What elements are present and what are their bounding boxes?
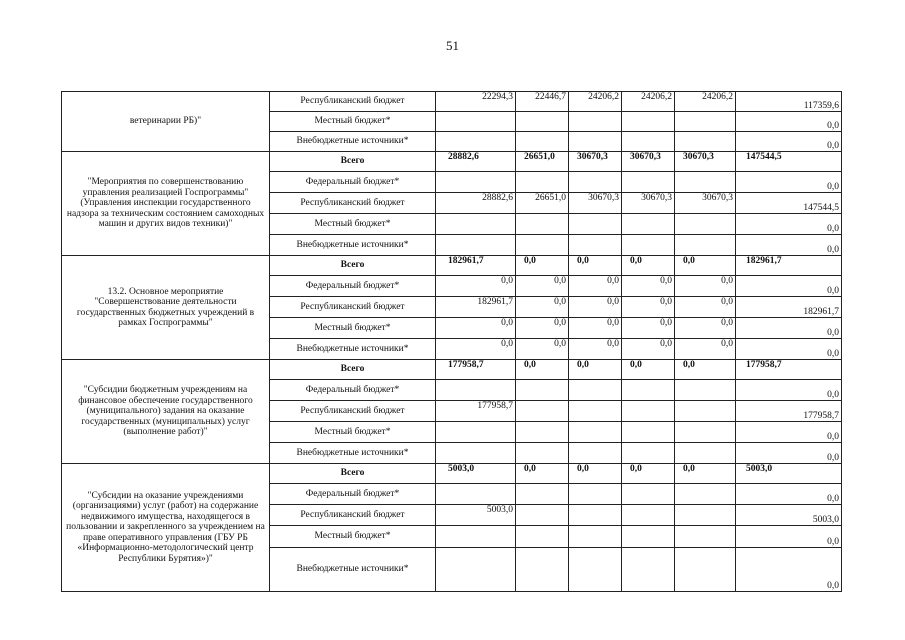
year-amount-cell: 0,0 [622,464,675,484]
year-amount-cell [569,235,622,256]
total-amount-cell: 0,0 [736,172,842,193]
year-amount-cell [675,505,736,526]
year-amount-cell: 28882,6 [436,152,516,172]
year-amount-cell: 0,0 [675,360,736,380]
program-name-cell: "Субсидии бюджетным учреждениям на финансовое обеспечение государственного (муниципального) задания на оказание государственных (муниципальных) услуг (выполнение работ)" [62,360,270,464]
year-amount-cell [436,548,516,592]
funding-source-cell: Местный бюджет* [270,526,436,548]
year-amount-cell: 0,0 [675,297,736,318]
total-amount-cell: 0,0 [736,318,842,339]
year-amount-cell [436,380,516,401]
year-amount-cell [436,172,516,193]
year-amount-cell [569,505,622,526]
year-amount-cell: 0,0 [436,339,516,360]
year-amount-cell [622,548,675,592]
year-amount-cell: 0,0 [516,256,569,276]
year-amount-cell: 0,0 [675,276,736,297]
total-amount-cell: 177958,7 [736,401,842,422]
year-amount-cell: 0,0 [622,297,675,318]
year-amount-cell [675,112,736,132]
total-amount-cell: 5003,0 [736,464,842,484]
total-amount-cell: 5003,0 [736,505,842,526]
year-amount-cell [516,380,569,401]
funding-source-cell: Всего [270,256,436,276]
year-amount-cell [516,214,569,235]
year-amount-cell [516,401,569,422]
table-body [62,92,842,592]
year-amount-cell [569,172,622,193]
year-amount-cell [622,484,675,505]
year-amount-cell: 22446,7 [516,92,569,112]
year-amount-cell: 182961,7 [436,297,516,318]
funding-source-cell: Республиканский бюджет [270,92,436,112]
year-amount-cell [675,214,736,235]
year-amount-cell [675,132,736,152]
year-amount-cell [436,526,516,548]
year-amount-cell [622,526,675,548]
year-amount-cell: 0,0 [569,297,622,318]
year-amount-cell [516,235,569,256]
year-amount-cell: 24206,2 [622,92,675,112]
year-amount-cell: 0,0 [675,339,736,360]
year-amount-cell: 26651,0 [516,193,569,214]
year-amount-cell [569,548,622,592]
year-amount-cell [436,422,516,443]
year-amount-cell: 22294,3 [436,92,516,112]
year-amount-cell: 30670,3 [675,193,736,214]
year-amount-cell [516,132,569,152]
year-amount-cell [569,526,622,548]
funding-source-cell: Внебюджетные источники* [270,235,436,256]
year-amount-cell [516,172,569,193]
year-amount-cell [569,484,622,505]
year-amount-cell: 28882,6 [436,193,516,214]
funding-source-cell: Всего [270,464,436,484]
year-amount-cell [516,112,569,132]
year-amount-cell [516,505,569,526]
year-amount-cell [622,422,675,443]
funding-source-cell: Внебюджетные источники* [270,443,436,464]
funding-source-cell: Федеральный бюджет* [270,276,436,297]
year-amount-cell: 30670,3 [622,193,675,214]
year-amount-cell [436,112,516,132]
year-amount-cell: 0,0 [436,276,516,297]
total-amount-cell: 0,0 [736,214,842,235]
total-amount-cell: 117359,6 [736,92,842,112]
year-amount-cell: 0,0 [516,276,569,297]
budget-table [61,91,842,592]
funding-source-cell: Всего [270,152,436,172]
funding-source-cell: Федеральный бюджет* [270,380,436,401]
year-amount-cell: 30670,3 [675,152,736,172]
year-amount-cell: 177958,7 [436,360,516,380]
year-amount-cell [675,548,736,592]
year-amount-cell [569,214,622,235]
year-amount-cell: 177958,7 [436,401,516,422]
program-name-cell: ветеринарии РБ)" [62,92,270,152]
funding-source-cell: Местный бюджет* [270,214,436,235]
total-amount-cell: 0,0 [736,526,842,548]
funding-source-cell: Республиканский бюджет [270,401,436,422]
year-amount-cell: 0,0 [675,464,736,484]
funding-source-cell: Федеральный бюджет* [270,484,436,505]
table-row [62,464,842,484]
year-amount-cell: 0,0 [622,360,675,380]
funding-source-cell: Республиканский бюджет [270,297,436,318]
year-amount-cell: 0,0 [622,339,675,360]
total-amount-cell: 0,0 [736,380,842,401]
year-amount-cell: 24206,2 [675,92,736,112]
year-amount-cell [569,380,622,401]
year-amount-cell [622,112,675,132]
year-amount-cell [675,172,736,193]
total-amount-cell: 0,0 [736,276,842,297]
year-amount-cell: 0,0 [569,464,622,484]
funding-source-cell: Внебюджетные источники* [270,548,436,592]
funding-source-cell: Местный бюджет* [270,112,436,132]
year-amount-cell [569,132,622,152]
total-amount-cell: 0,0 [736,132,842,152]
table-row [62,360,842,380]
year-amount-cell [675,422,736,443]
funding-source-cell: Республиканский бюджет [270,505,436,526]
year-amount-cell: 182961,7 [436,256,516,276]
total-amount-cell: 0,0 [736,484,842,505]
program-name-cell: "Субсидии на оказание учреждениями (организациями) услуг (работ) на содержание недвижимого имущества, находящегося в пользовании и закрепленного за учреждением на праве оперативного управления (ГБУ РБ «Информационно-методологический центр Республики Бурятия»)" [62,464,270,592]
total-amount-cell: 0,0 [736,235,842,256]
year-amount-cell [675,380,736,401]
total-amount-cell: 147544,5 [736,152,842,172]
year-amount-cell: 26651,0 [516,152,569,172]
year-amount-cell: 0,0 [516,339,569,360]
year-amount-cell: 0,0 [622,276,675,297]
year-amount-cell: 0,0 [675,318,736,339]
year-amount-cell: 0,0 [516,297,569,318]
program-name-cell: "Мероприятия по совершенствованию управления реализацией Госпрограммы" (Управления инспекции государственного надзора за техническим состоянием самоходных машин и других видов техники)" [62,152,270,256]
year-amount-cell [675,443,736,464]
year-amount-cell [516,484,569,505]
year-amount-cell [622,505,675,526]
year-amount-cell [675,235,736,256]
total-amount-cell: 0,0 [736,422,842,443]
table-row [62,256,842,276]
year-amount-cell: 0,0 [622,318,675,339]
year-amount-cell [622,380,675,401]
total-amount-cell: 0,0 [736,443,842,464]
funding-source-cell: Федеральный бюджет* [270,172,436,193]
year-amount-cell: 0,0 [569,276,622,297]
year-amount-cell [622,235,675,256]
page-number: 51 [446,38,459,53]
total-amount-cell: 182961,7 [736,256,842,276]
program-name-cell: 13.2. Основное мероприятие "Совершенствование деятельности государственных бюджетных учреждений в рамках Госпрограммы" [62,256,270,360]
year-amount-cell [569,422,622,443]
year-amount-cell [569,443,622,464]
funding-source-cell: Внебюджетные источники* [270,132,436,152]
year-amount-cell: 0,0 [516,464,569,484]
funding-source-cell: Местный бюджет* [270,318,436,339]
year-amount-cell [516,548,569,592]
year-amount-cell [622,132,675,152]
funding-source-cell: Всего [270,360,436,380]
year-amount-cell [436,443,516,464]
year-amount-cell [622,443,675,464]
funding-source-cell: Республиканский бюджет [270,193,436,214]
year-amount-cell: 0,0 [569,256,622,276]
year-amount-cell: 0,0 [516,360,569,380]
year-amount-cell: 30670,3 [569,193,622,214]
year-amount-cell: 30670,3 [569,152,622,172]
year-amount-cell [436,235,516,256]
total-amount-cell: 0,0 [736,112,842,132]
funding-source-cell: Местный бюджет* [270,422,436,443]
year-amount-cell: 0,0 [516,318,569,339]
year-amount-cell [675,401,736,422]
year-amount-cell: 0,0 [569,360,622,380]
year-amount-cell: 0,0 [675,256,736,276]
year-amount-cell: 24206,2 [569,92,622,112]
total-amount-cell: 182961,7 [736,297,842,318]
year-amount-cell: 0,0 [569,339,622,360]
year-amount-cell: 0,0 [622,256,675,276]
total-amount-cell: 177958,7 [736,360,842,380]
total-amount-cell: 0,0 [736,548,842,592]
total-amount-cell: 0,0 [736,339,842,360]
table-row [62,152,842,172]
year-amount-cell [436,484,516,505]
year-amount-cell [516,422,569,443]
funding-source-cell: Внебюджетные источники* [270,339,436,360]
year-amount-cell [675,484,736,505]
year-amount-cell [622,172,675,193]
year-amount-cell: 30670,3 [622,152,675,172]
year-amount-cell [436,214,516,235]
year-amount-cell [622,214,675,235]
year-amount-cell [569,401,622,422]
year-amount-cell [516,443,569,464]
year-amount-cell [436,132,516,152]
year-amount-cell [516,526,569,548]
year-amount-cell: 5003,0 [436,505,516,526]
year-amount-cell: 0,0 [569,318,622,339]
year-amount-cell: 0,0 [436,318,516,339]
total-amount-cell: 147544,5 [736,193,842,214]
year-amount-cell [675,526,736,548]
year-amount-cell [569,112,622,132]
year-amount-cell: 5003,0 [436,464,516,484]
table-row [62,92,842,112]
year-amount-cell [622,401,675,422]
